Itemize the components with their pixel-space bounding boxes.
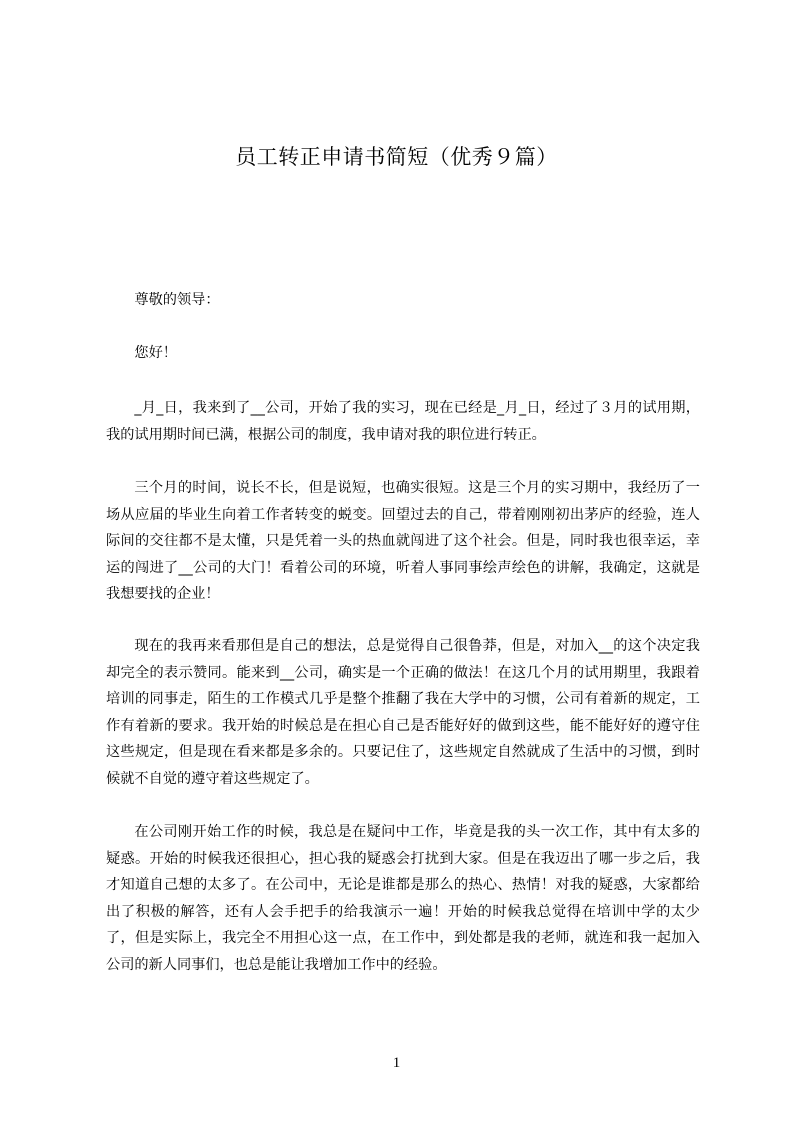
paragraph-3-block xyxy=(106,633,700,792)
paragraph-2-block xyxy=(106,475,700,608)
greeting: 您好！ xyxy=(134,345,177,361)
paragraph-4-block xyxy=(106,819,700,978)
body-paragraph: 现在的我再来看那但是自己的想法，总是觉得自己很鲁莽，但是，对加入__的这个决定我却完全的表示赞同。能来到__公司，确实是一个正确的做法！在这几个月的试用期里，我跟着培训的同事走，陌生的工作模式几乎是整个推翻了我在大学中的习惯，公司有着新的规定，工作有着新的要求。我开始的时候总是在担心自己是否能好好的做到这些，能不能好好的遵守住这些规定，但是现在看来都是多余的。只要记住了，这些规定自然就成了生活中的习惯，到时候就不自觉的遵守着这些规定了。 xyxy=(106,638,700,787)
paragraph-1-block xyxy=(106,395,700,448)
body-paragraph: _月_日，我来到了__公司，开始了我的实习，现在已经是_月_日，经过了３月的试用期，我的试用期时间已满，根据公司的制度，我申请对我的职位进行转正。 xyxy=(106,400,700,443)
salutation-block xyxy=(106,287,700,314)
greeting-block xyxy=(106,340,700,367)
body-paragraph: 在公司刚开始工作的时候，我总是在疑问中工作，毕竟是我的头一次工作，其中有太多的疑惑。开始的时候我还很担心，担心我的疑惑会打扰到大家。但是在我迈出了哪一步之后，我才知道自己想的太多了。在公司中，无论是谁都是那么的热心、热情！对我的疑惑，大家都给出了积极的解答，还有人会手把手的给我演示一遍！开始的时候我总觉得在培训中学的太少了，但是实际上，我完全不用担心这一点，在工作中，到处都是我的老师，就连和我一起加入公司的新人同事们，也总是能让我增加工作中的经验。 xyxy=(106,824,700,973)
salutation: 尊敬的领导： xyxy=(134,292,220,308)
body-paragraph: 三个月的时间，说长不长，但是说短，也确实很短。这是三个月的实习期中，我经历了一场从应届的毕业生向着工作者转变的蜕变。回望过去的自己，带着刚刚初出茅庐的经验，连人际间的交往都不是太懂，只是凭着一头的热血就闯进了这个社会。但是，同时我也很幸运，幸运的闯进了__公司的大门！看着公司的环境，听着人事同事绘声绘色的讲解，我确定，这就是我想要找的企业！ xyxy=(106,480,700,602)
page-number: 1 xyxy=(392,1055,401,1071)
document-title: 员工转正申请书简短（优秀９篇） xyxy=(235,145,558,169)
